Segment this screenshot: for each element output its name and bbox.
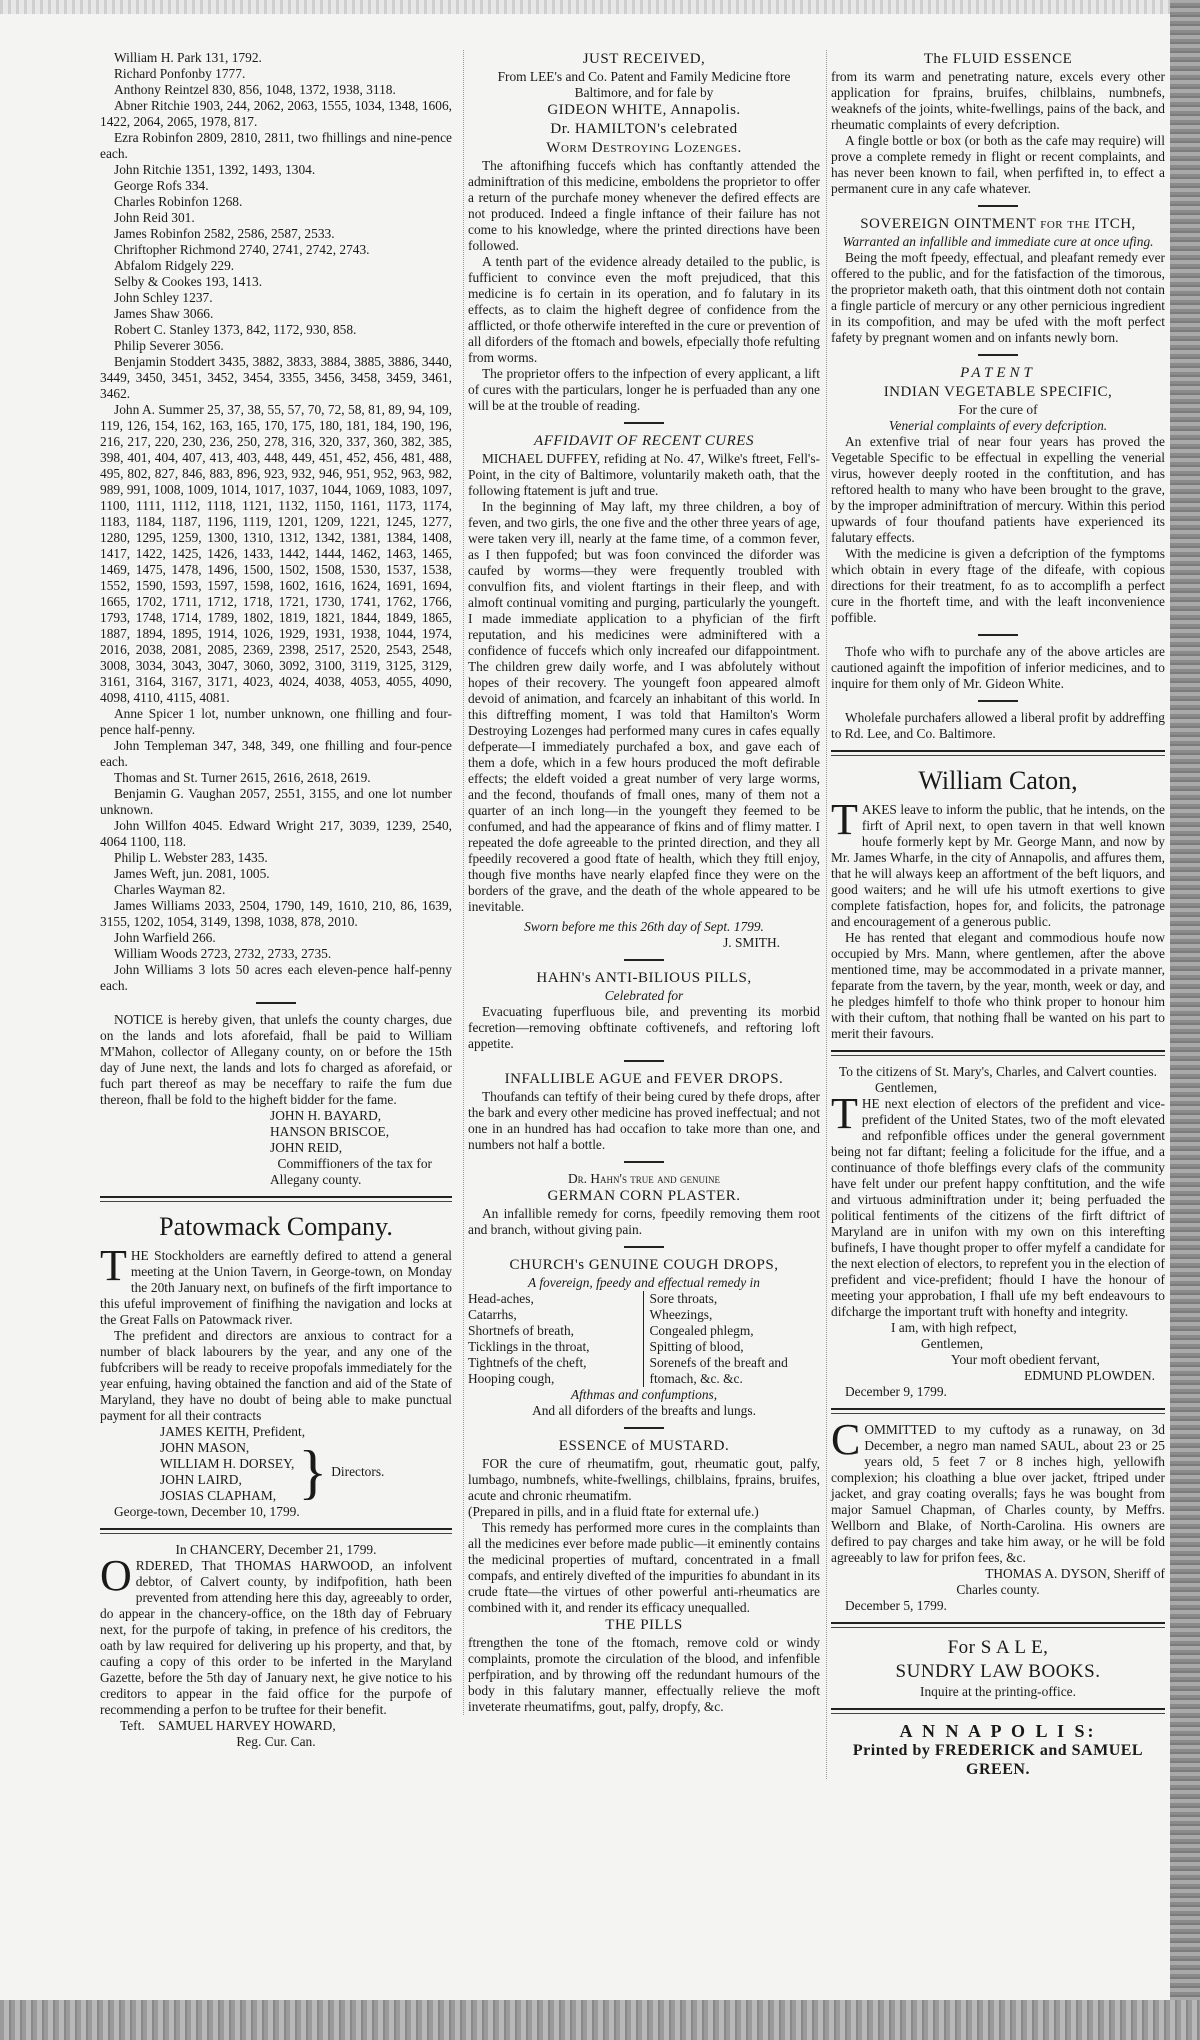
fluid-paragraph: A fingle bottle or box (or both as the cafe may require) will prove a complete remedy in flight or recent complaints, and has never been known to fail, when perfifted in, to effect a permanent cure in any cafe whatever. (831, 133, 1165, 196)
divider (831, 1050, 1165, 1056)
page-edge-right (1170, 0, 1200, 2040)
tax-list-entry: James Weft, jun. 2081, 1005. (114, 866, 270, 881)
hamilton-title: Dr. HAMILTON's celebrated (550, 121, 738, 137)
wholesale-text: Wholefale purchafers allowed a liberal profit by addreffing to Rd. Lee, and Co. Baltimore. (831, 710, 1165, 741)
fluid-paragraph: from its warm and penetrating nature, excels every other application for fprains, bruifes, chilblains, numbnefs, weaknefs of the joints, white-fwellings, pains of the back, and rheumatic complaints of every defcription. (831, 69, 1165, 132)
chancery-heading: In CHANCERY, December 21, 1799. (175, 1542, 377, 1557)
drop-cap: T (100, 1241, 127, 1290)
hamilton-paragraph: The aftonifhing fuccefs which has conftantly attended the adminiftration of this medicine, emboldens the proprietor to offer a return of the purchafe money whenever the defired effects are not produced. Indeed a fingle inftance of their failure has not come to his knowledge, where the printed directions have been followed. (468, 158, 820, 253)
imprint-printers: Printed by FREDERICK and SAMUEL (852, 1742, 1144, 1759)
ailment-item: Ticklings in the throat, (468, 1339, 590, 1354)
patowmack-body: HE Stockholders are earneftly defired to attend a general meeting at the Union Tavern, in George-town, on Monday the 20th January next, on bufinefs of the firft importance to this ufeful improvement of finifhing the navigation and locks at the Great Falls on Patowmack river. (100, 1248, 452, 1327)
drop-cap: C (831, 1415, 861, 1464)
patowmack-president: JAMES KEITH, Prefident, (160, 1424, 306, 1439)
tax-list-entry: John Willfon 4045. Edward Wright 217, 3039, 1239, 2540, 4064 1100, 118. (100, 818, 452, 849)
drop-cap: T (831, 795, 858, 844)
plowden-signer: EDMUND PLOWDEN. (1024, 1368, 1155, 1383)
divider (978, 205, 1018, 207)
hahn-body: Evacuating fuperfluous bile, and preventing its morbid fecretion—removing obftinate coftivenefs, and reftoring loft appetite. (468, 1004, 820, 1051)
citizens-heading: To the citizens of St. Mary's, Charles, and Calvert counties. (839, 1064, 1157, 1079)
tax-list-entry: John Templeman 347, 348, 349, one fhilling and four-pence each. (100, 738, 452, 769)
ague-title: INFALLIBLE AGUE and FEVER DROPS. (504, 1071, 784, 1087)
tax-list-entry: Chriftopher Richmond 2740, 2741, 2742, 2743. (114, 242, 370, 257)
sale-inquire: Inquire at the printing-office. (920, 1684, 1076, 1699)
mustard-title: ESSENCE of MUSTARD. (558, 1438, 730, 1454)
cough-ailments (468, 1291, 820, 1387)
ointment-body: Being the moft fpeedy, effectual, and pleafant remedy ever offered to the public, and for the fatisfaction of the timorous, the proprietor maketh oath, that this ointment doth not contain a fingle particle of mercury or any other pernicious ingredient in its compofition, and may be ufed with the moft perfect fafety by pregnant women and on infants newly born. (831, 250, 1165, 345)
divider (624, 1427, 664, 1429)
tax-list-entry: Charles Wayman 82. (114, 882, 226, 897)
ailments-right (644, 1291, 821, 1387)
sworn-signer: J. SMITH. (723, 935, 780, 950)
director-name: JOHN MASON, (160, 1440, 250, 1455)
just-received-heading: JUST RECEIVED, (582, 51, 706, 67)
notice-role: Commiffioners of the tax for (277, 1156, 432, 1171)
committed-signer: THOMAS A. DYSON, Sheriff of (985, 1566, 1165, 1581)
divider (831, 750, 1165, 756)
directors-label: Directors. (331, 1464, 385, 1479)
chancery-role: Reg. Cur. Can. (236, 1734, 316, 1749)
ailments-left (468, 1291, 644, 1387)
cough-line: And all diforders of the breafts and lungs. (532, 1403, 756, 1418)
divider (256, 1002, 296, 1004)
tax-list-entry: Thomas and St. Turner 2615, 2616, 2618, 2619. (114, 770, 371, 785)
committed-role: Charles county. (956, 1582, 1040, 1597)
divider (978, 700, 1018, 702)
affidavit-title: AFFIDAVIT OF RECENT CURES (534, 433, 754, 449)
caton-body: AKES leave to inform the public, that he intends, on the firft of April next, to open tavern in that well known houfe formerly kept by Mr. George Mann, and now by Mr. James Wharfe, in the city of Annapolis, and affures them, that he will always keep an affortment of the beft liquors, and good waiters; and he will ufe his utmoft exertions to give complete fatisfaction, hopes for, and folicits, the patronage and encouragement of a generous public. (831, 802, 1165, 929)
hamilton-subtitle: Worm Destroying Lozenges. (546, 140, 742, 156)
mustard-body: FOR the cure of rheumatifm, gout, rheumatic gout, palfy, lumbago, numbnefs, white-fwellings, chilblains, fprains, bruifes, acute and chronic rheumatifm. (468, 1456, 820, 1503)
cough-line: Afthmas and confumptions, (570, 1387, 718, 1402)
tax-list-entry: Benjamin Stoddert 3435, 3882, 3833, 3884, 3885, 3886, 3440, 3449, 3450, 3451, 3452, 3454, 3355, 3456, 3458, 3459, 3461, 3462. (100, 354, 452, 401)
column-3 (826, 50, 1165, 1779)
divider (100, 1528, 452, 1534)
ailment-item: Sorenefs of the breaft and (649, 1355, 788, 1370)
drop-cap: O (100, 1551, 132, 1600)
plowden-date: December 9, 1799. (845, 1384, 947, 1399)
indian-for: For the cure of (958, 402, 1038, 417)
tax-list-entry: Abfalom Ridgely 229. (114, 258, 235, 273)
drop-cap: T (831, 1089, 858, 1138)
tax-list-entry: Ezra Robinfon 2809, 2810, 2811, two fhillings and nine-pence each. (100, 130, 452, 161)
tax-list-entry: James Shaw 3066. (114, 306, 214, 321)
affidavit-paragraph: MICHAEL DUFFEY, refiding at No. 47, Wilke's ftreet, Fell's-Point, in the city of Baltimore, voluntarily maketh oath, that the following ftatement is juft and true. (468, 451, 820, 498)
tax-list-entry: Abner Ritchie 1903, 244, 2062, 2063, 1555, 1034, 1348, 1606, 1422, 2064, 2065, 1978, 817. (100, 98, 452, 129)
tax-list-entry: Charles Robinfon 1268. (114, 194, 243, 209)
column-1 (100, 50, 452, 1750)
notice-body: NOTICE is hereby given, that unlefs the county charges, due on the lands and lots aforefaid, fhall be paid to William M'Mahon, collector of Allegany county, on or before the 15th day of June next, the lands and lots fo charged as aforefaid, or fuch part thereof as may be neceffary to raife the fum due thereon, fhall be fold to the higheft bidder for the fame. (100, 1012, 452, 1107)
divider (624, 422, 664, 424)
tax-list-entry: John Warfield 266. (114, 930, 216, 945)
chancery-body: RDERED, That THOMAS HARWOOD, an infolvent debtor, of Calvert county, by indifpofition, hath been prevented from attending here this day, agreeably to order, do appear in the chancery-office, on the 18th day of February next, for the purpofe of taking, in prefence of his creditors, the oath by law required for delivering up his property, and that, by caufing a copy of this order to be inferted in the Maryland Gazette, before the 5th day of January next, he give notice to his creditors to appear in the faid office for the purpofe of recommending a perfon to be truftee for their benefit. (100, 1558, 452, 1717)
ailment-item: Sore throats, (649, 1291, 718, 1306)
divider (624, 1161, 664, 1163)
ailment-item: Shortnefs of breath, (468, 1323, 574, 1338)
directors-block (160, 1440, 452, 1504)
cough-title: CHURCH's GENUINE COUGH DROPS, (509, 1257, 779, 1273)
tax-list-entry: William H. Park 131, 1792. (114, 50, 262, 65)
ailment-item: Catarrhs, (468, 1307, 517, 1322)
page-edge-top (0, 0, 1200, 14)
tax-list (100, 50, 452, 994)
sale-title: SUNDRY LAW BOOKS. (895, 1661, 1101, 1682)
divider (831, 1622, 1165, 1628)
notice-signer: JOHN REID, (270, 1140, 343, 1155)
tax-list-entry: Philip L. Webster 283, 1435. (114, 850, 268, 865)
caton-body: He has rented that elegant and commodious houfe now occupied by Mrs. Mann, where gentlemen, after the above mentioned time, may be accommodated in a private manner, feparate from the tavern, by the year, month, week or day, and he pledges himfelf to thofe who think proper to honour him with their cuftom, that nothing fhall be wanted on his part to merit their favours. (831, 930, 1165, 1041)
imprint-name: GREEN. (966, 1761, 1030, 1778)
corn-title: Dr. Hahn's true and genuine (568, 1171, 720, 1186)
ailment-item: Head-aches, (468, 1291, 534, 1306)
cough-subtitle: A fovereign, fpeedy and effectual remedy in (528, 1275, 760, 1290)
indian-paragraph: With the medicine is given a defcription of the fymptoms which obtain in every ftage of the difeafe, with copious directions for their treatment, fo as to accomplifh a perfect cure in the fhorteft time, and with the leaft inconvenience poffible. (831, 546, 1165, 625)
from-line: From LEE's and Co. Patent and Family Medicine ftore Baltimore, and for fale by (497, 69, 791, 100)
notice-signer: HANSON BRISCOE, (270, 1124, 390, 1139)
divider (831, 1708, 1165, 1714)
divider (831, 1408, 1165, 1414)
plowden-body: HE next election of electors of the prefident and vice-prefident of the United States, two of the moft elevated and refponfible offices under the general government being not far diftant; feeling a folicitude for the iffue, and a continuance of thofe bleffings every clafs of the community have felt under our prefent happy conftitution, and the wife and virtuous adminiftration under it; being perfuaded the political fentiments of the citizens of the firft diftrict of Maryland are in unifon with my own on this interefting bufinefs, I have thought proper to offer myfelf a candidate for the next election of electors, to reprefent you in the election of prefident and vice-prefident; fhould I have the honour of meeting your approbation, I fhall ufe my beft endeavours to difcharge the important truft with honefty and integrity. (831, 1096, 1165, 1319)
caton-title: William Caton, (918, 766, 1078, 795)
tax-list-entry: John Williams 3 lots 50 acres each eleven-pence half-penny each. (100, 962, 452, 993)
page-edge-bottom (0, 2000, 1200, 2040)
tax-list-entry: Philip Severer 3056. (114, 338, 224, 353)
affidavit-paragraph: In the beginning of May laft, my three children, a boy of feven, and two girls, the one five and the other three years of age, were taken very ill, nearly at the fame time, of a common fever, as I then fuppofed; but was foon convinced the diforder was caufed by worms—they were frequently troubled with convulfion fits, and violent ftartings in their fleep, and with almoft continual vomiting and purging, particularly the youngeft. I made immediate application to a phyfician of the firft reputation, and his medicines were adminiftered with a confidence of fuccefs which only increafed our difappointment. The children grew daily worfe, and I was abfolutely without hopes of their recovery. The youngeft foon appeared almoft devoid of animation, and fcarcely an inhabitant of this world. In this diftreffing moment, I was told that Hamilton's Worm Destroying Lozenges had performed many cures in cafes equally defperate—I immediately purchafed a box, and gave each of them a dofe, which in a few hours produced the moft defirable effects; the eldeft voided a great number of very large worms, and the fecond, thoufands of fmall ones, many of them not a quarter of an inch long—in the youngeft they feemed to be confumed, and had the appearance of fkins and of flimy matter. I repeated the dofe agreeable to the printed direction, and they all fpeedily recovered a good ftate of health, which they ftill enjoy, though five months have nearly elapfed fince they were on the borders of the grave, and the death of the whole appeared to be inevitable. (468, 499, 820, 914)
tax-list-entry: John Schley 1237. (114, 290, 213, 305)
salutation: Gentlemen, (875, 1080, 938, 1095)
tax-list-entry: John Ritchie 1351, 1392, 1493, 1304. (114, 162, 316, 177)
tax-list-entry: John A. Summer 25, 37, 38, 55, 57, 70, 72, 58, 81, 89, 94, 109, 119, 126, 154, 162, 163, 165, 170, 175, 180, 181, 184, 190, 196, 216, 217, 220, 230, 236, 250, 278, 316, 320, 337, 360, 382, 385, 398, 401, 404, 407, 413, 403, 448, 449, 451, 452, 456, 481, 488, 495, 802, 827, 846, 883, 896, 923, 932, 946, 951, 952, 963, 982, 989, 991, 1008, 1009, 1014, 1017, 1037, 1044, 1069, 1083, 1097, 1100, 1111, 1112, 1118, 1121, 1132, 1150, 1161, 1173, 1174, 1183, 1184, 1187, 1196, 1119, 1201, 1209, 1221, 1245, 1277, 1280, 1295, 1259, 1300, 1310, 1312, 1342, 1381, 1384, 1408, 1417, 1422, 1425, 1426, 1433, 1442, 1444, 1462, 1463, 1465, 1469, 1475, 1478, 1496, 1500, 1502, 1508, 1530, 1537, 1538, 1552, 1590, 1593, 1597, 1598, 1602, 1616, 1624, 1691, 1694, 1665, 1702, 1711, 1712, 1718, 1721, 1730, 1741, 1762, 1766, 1793, 1748, 1714, 1789, 1802, 1819, 1821, 1844, 1849, 1865, 1887, 1894, 1895, 1914, 1026, 1929, 1931, 1938, 1044, 1974, 2016, 2038, 2081, 2085, 2369, 2398, 2517, 2520, 2543, 2548, 3008, 3034, 3043, 3047, 3060, 3092, 3100, 3119, 3125, 3129, 3161, 3164, 3167, 3171, 4023, 4024, 4038, 4053, 4055, 4090, 4098, 4110, 4115, 4081. (100, 402, 452, 705)
tax-list-entry: Robert C. Stanley 1373, 842, 1172, 930, 858. (114, 322, 357, 337)
director-name: JOHN LAIRD, (160, 1472, 242, 1487)
patowmack-body: The prefident and directors are anxious to contract for a number of black labourers by the year, and any one of the fubfcribers will be ready to receive propofals immediately for the year enfuing, having obtained the fanction and aid of the State of Maryland, they have no doubt of being able to make punctual payment for all their contracts (100, 1328, 452, 1423)
tax-list-entry: James Robinfon 2582, 2586, 2587, 2533. (114, 226, 335, 241)
ailment-item: Tightnefs of the cheft, (468, 1355, 587, 1370)
corn-body: An infallible remedy for corns, fpeedily removing them root and branch, without giving pain. (468, 1206, 820, 1237)
ailment-item: Congealed phlegm, (649, 1323, 754, 1338)
hamilton-paragraph: The proprietor offers to the infpection of every applicant, a lift of cures with the particulars, longer he is perfuaded than any one will be at the trouble of reading. (468, 366, 820, 413)
ointment-title: SOVEREIGN OINTMENT (860, 216, 1036, 232)
indian-title: INDIAN VEGETABLE SPECIFIC, (883, 384, 1113, 400)
divider (978, 354, 1018, 356)
indian-paragraph: An extenfive trial of near four years has proved the Vegetable Specific to be effectual in expelling the venerial virus, however deeply rooted in the conftitution, and has reftored health to many who have been brought to the grave, by the improper adminiftration of mercury. Within this period upwards of four thoufand patients have experienced its falutary effects. (831, 434, 1165, 545)
tax-list-entry: Selby & Cookes 193, 1413. (114, 274, 263, 289)
indian-subtitle: Venerial complaints of every defcription. (888, 418, 1108, 433)
notice-role: Allegany county. (270, 1172, 362, 1187)
tax-list-entry: Richard Ponfonby 1777. (114, 66, 246, 81)
brace-icon: } (298, 1439, 328, 1505)
patowmack-title: Patowmack Company. (159, 1212, 393, 1241)
pills-title: THE PILLS (605, 1617, 683, 1633)
sworn-line: Sworn before me this 26th day of Sept. 1799. (524, 919, 764, 934)
ailment-item: Hooping cough, (468, 1371, 555, 1386)
committed-body: OMMITTED to my cuftody as a runaway, on 3d December, a negro man named SAUL, about 23 or 25 years old, 5 feet 7 or 8 inches high, yellowifh complexion; his cloathing a blue over jacket, ftriped under jacket, and gray coating overalls; fays he was bought from major Samuel Chapman, of Charles county, by Meffrs. Wellborn and Blake, of North-Carolina. His owners are defired to pay charges and take him away, or he will be fold agreeably to law for prifon fees, &c. (831, 1422, 1165, 1565)
divider (978, 634, 1018, 636)
notice-signer: JOHN H. BAYARD, (270, 1108, 382, 1123)
divider (624, 1246, 664, 1248)
mustard-body: This remedy has performed more cures in the complaints than all the medicines ever before made public—it eminently contains the medicinal properties of muftard, concentrated in a fmall compafs, and entirely divefted of the impurities fo abundant in its crude ftate—the virtues of other powerful anti-rheumatics are combined with it, and render its efficacy unequalled. (468, 1520, 820, 1615)
tax-list-entry: Anthony Reintzel 830, 856, 1048, 1372, 1938, 3118. (114, 82, 396, 97)
tax-list-entry: Benjamin G. Vaughan 2057, 2551, 3155, and one lot number unknown. (100, 786, 452, 817)
tax-list-entry: William Woods 2723, 2732, 2733, 2735. (114, 946, 332, 961)
closing-line: Your moft obedient fervant, (951, 1352, 1100, 1367)
imprint-city: A N N A P O L I S: (899, 1721, 1097, 1741)
patowmack-dateline: George-town, December 10, 1799. (114, 1504, 300, 1519)
divider (100, 1196, 452, 1202)
chancery-signer: SAMUEL HARVEY HOWARD, (158, 1718, 336, 1733)
divider (624, 1060, 664, 1062)
director-name: JOSIAS CLAPHAM, (160, 1488, 277, 1503)
tax-list-entry: Anne Spicer 1 lot, number unknown, one fhilling and four-pence half-penny. (100, 706, 452, 737)
tax-list-entry: James Williams 2033, 2504, 1790, 149, 1610, 210, 86, 1639, 3155, 1202, 1054, 3149, 1398, 1038, 878, 2010. (100, 898, 452, 929)
closing-line: I am, with high refpect, (891, 1320, 1017, 1335)
ointment-subtitle: Warranted an infallible and immediate cure at once ufing. (842, 234, 1154, 249)
patent-label: PATENT (960, 365, 1036, 381)
hahn-title: HAHN's ANTI-BILIOUS PILLS, (536, 970, 752, 986)
committed-date: December 5, 1799. (845, 1598, 947, 1613)
divider (624, 959, 664, 961)
tax-list-entry: John Reid 301. (114, 210, 195, 225)
corn-title: GERMAN CORN PLASTER. (547, 1188, 741, 1204)
chancery-test: Teft. (120, 1718, 145, 1733)
director-name: WILLIAM H. DORSEY, (160, 1456, 295, 1471)
hamilton-paragraph: A tenth part of the evidence already detailed to the public, is fufficient to convince even the moft prejudiced, that this medicine is fo certain in its operation, and fo falutary in its effects, as to claim the higheft degree of confidence from the afflicted, or thofe otherwife interefted in the cure or prevention of all diforders of the ftomach and bowels, efpecially thofe refulting from worms. (468, 254, 820, 365)
caution-text: Thofe who wifh to purchafe any of the above articles are cautioned againft the impofition of inferior medicines, and to inquire for them only of Mr. Gideon White. (831, 644, 1165, 691)
ailment-item: Spitting of blood, (649, 1339, 744, 1354)
hahn-subtitle: Celebrated for (604, 988, 684, 1003)
closing-line: Gentlemen, (921, 1336, 984, 1351)
seller-name: GIDEON WHITE, Annapolis. (547, 102, 741, 118)
tax-list-entry: George Rofs 334. (114, 178, 209, 193)
column-2 (463, 50, 820, 1715)
fluid-title: The FLUID ESSENCE (923, 51, 1073, 67)
ailment-item: Wheezings, (649, 1307, 713, 1322)
ointment-title: for the ITCH, (1040, 216, 1136, 232)
sale-heading: For S A L E, (947, 1637, 1049, 1658)
mustard-body: (Prepared in pills, and in a fluid ftate for external ufe.) (468, 1504, 759, 1519)
pills-body: ftrengthen the tone of the ftomach, remove cold or windy complaints, promote the circulation of the blood, and infenfible perfpiration, and by throwing off the redundant humours of the body in this falutary manner, effectually relieve the moft inveterate rheumatifms, gout, palfy, dropfy, &c. (468, 1635, 820, 1714)
ague-body: Thoufands can teftify of their being cured by thefe drops, after the bark and every other medicine has proved ineffectual; and not one in an hundred has had occafion to take more than one, and numbers not half a bottle. (468, 1089, 820, 1152)
ailment-item: ftomach, &c. &c. (649, 1371, 743, 1386)
